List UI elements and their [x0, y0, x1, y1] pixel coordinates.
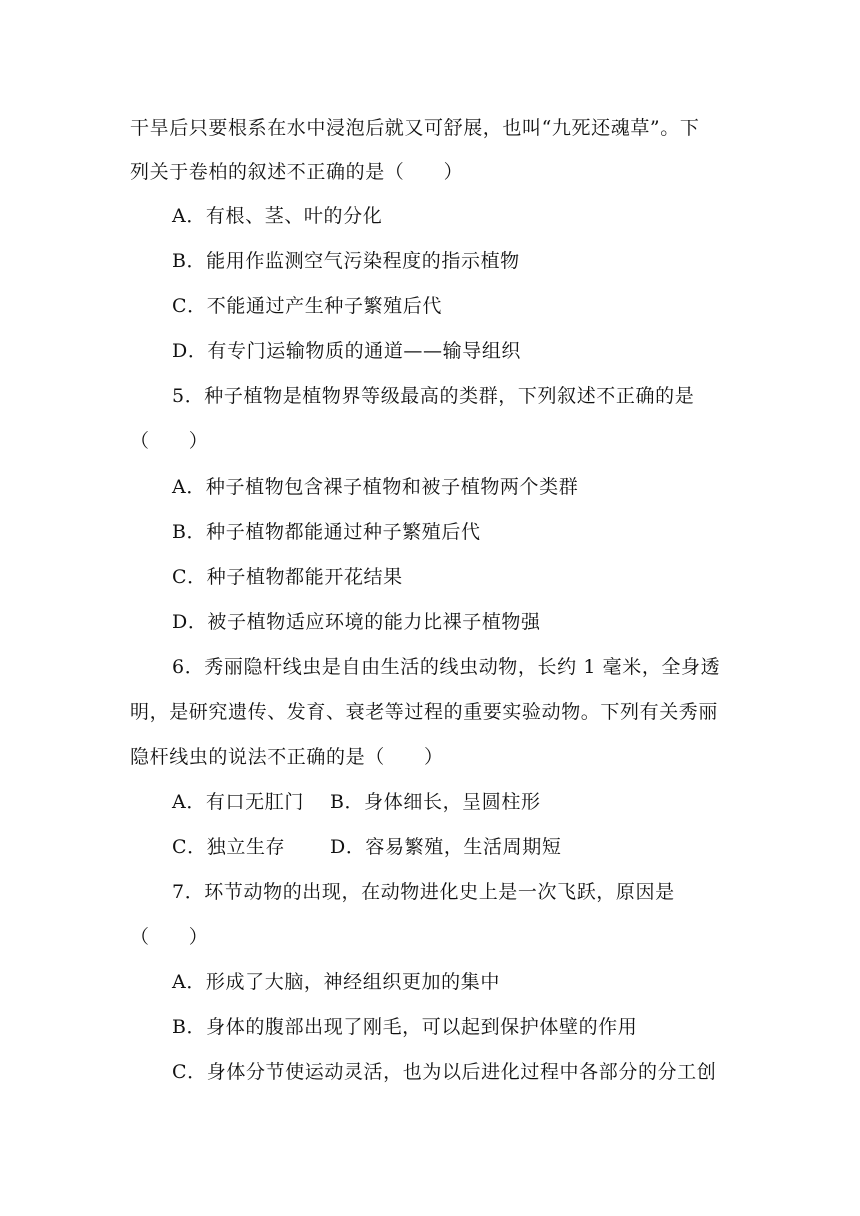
q6-option-d: D．容易繁殖，生活周期短	[330, 836, 562, 858]
q4-option-d: D．有专门运输物质的通道——输导组织	[172, 340, 522, 362]
q4-option-c: C．不能通过产生种子繁殖后代	[172, 295, 442, 317]
q6-options-row-2	[172, 832, 732, 862]
q7-option-c: C．身体分节使运动灵活，也为以后进化过程中各部分的分工创	[172, 1061, 717, 1083]
q5-option-b: B．种子植物都能通过种子繁殖后代	[172, 521, 481, 543]
q5-stem-line-2: （ ）	[130, 430, 209, 452]
q4-stem-line-1: 干旱后只要根系在水中浸泡后就又可舒展，也叫“九死还魂草”。下	[130, 117, 700, 139]
q6-stem-line-1: 6．秀丽隐杆线虫是自由生活的线虫动物，长约 1 毫米，全身透	[172, 656, 721, 678]
q6-stem-line-2: 明，是研究遗传、发育、衰老等过程的重要实验动物。下列有关秀丽	[130, 701, 719, 723]
q6-option-b: B．身体细长，呈圆柱形	[330, 791, 541, 813]
q4-option-b: B．能用作监测空气污染程度的指示植物	[172, 250, 520, 272]
q6-option-c: C．独立生存	[172, 836, 286, 858]
q4-stem-line-2: 列关于卷柏的叙述不正确的是（ ）	[130, 161, 464, 183]
q7-stem-line-1: 7．环节动物的出现，在动物进化史上是一次飞跃，原因是	[172, 881, 675, 903]
q7-option-b: B．身体的腹部出现了刚毛，可以起到保护体壁的作用	[172, 1016, 638, 1038]
q6-options-row-1	[172, 787, 732, 817]
q5-option-a: A．种子植物包含裸子植物和被子植物两个类群	[172, 476, 579, 498]
q7-stem-line-2: （ ）	[130, 926, 209, 948]
q5-option-c: C．种子植物都能开花结果	[172, 566, 403, 588]
q7-option-a: A．形成了大脑，神经组织更加的集中	[172, 971, 500, 993]
q6-option-a: A．有口无肛门	[172, 791, 304, 813]
q5-option-d: D．被子植物适应环境的能力比裸子植物强	[172, 611, 541, 633]
q5-stem-line-1: 5．种子植物是植物界等级最高的类群，下列叙述不正确的是	[172, 385, 695, 407]
q6-stem-line-3: 隐杆线虫的说法不正确的是（ ）	[130, 746, 444, 768]
q4-option-a: A．有根、茎、叶的分化	[172, 205, 383, 227]
